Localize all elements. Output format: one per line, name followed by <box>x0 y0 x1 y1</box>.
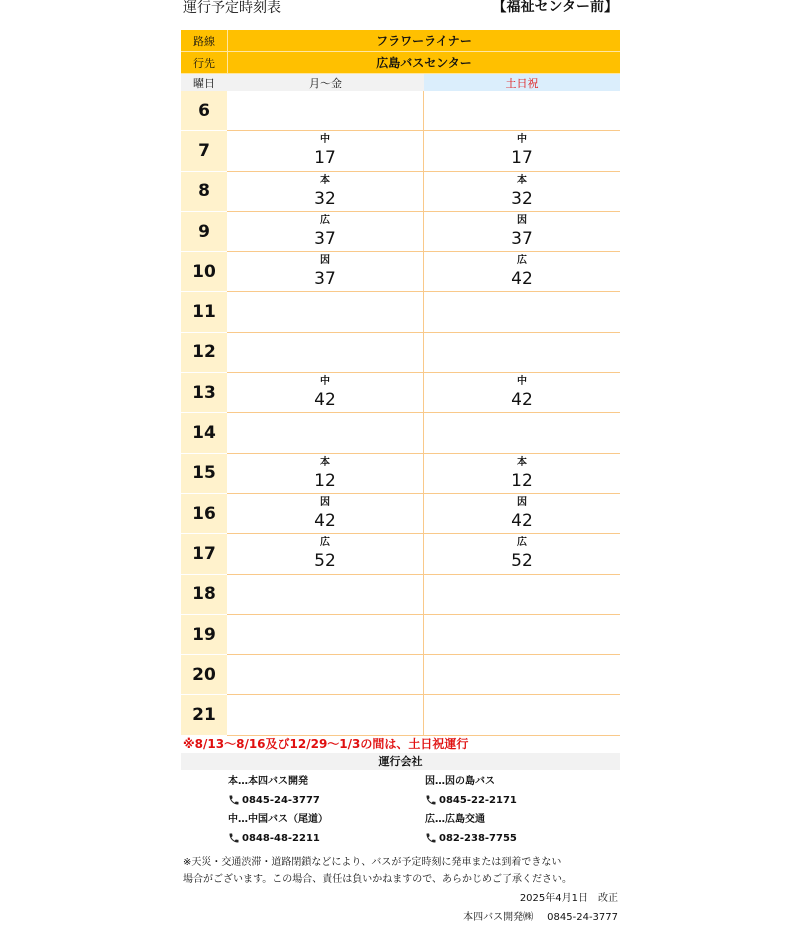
weekday-cell <box>227 373 424 413</box>
operator-name: 広…広島交通 <box>425 813 485 825</box>
departure-entry <box>424 497 620 531</box>
weekend-header: 土日祝 <box>424 74 620 91</box>
operators-title: 運行会社 <box>181 753 620 770</box>
day-header-row <box>181 74 620 91</box>
departure-entry <box>227 537 423 571</box>
departure-entry <box>227 134 423 168</box>
disclaimer-line: ※天災・交通渋滞・道路閉鎖などにより、バスが予定時刻に発車または到着できない <box>183 856 562 868</box>
departure-entry <box>227 215 423 249</box>
timetable-row <box>181 655 620 695</box>
departure-minute: 12 <box>314 470 336 491</box>
operator-phone <box>228 791 408 810</box>
operator-phone <box>425 829 605 848</box>
operator-code: 広 <box>320 537 330 549</box>
timetable-row <box>181 454 620 494</box>
timetable-row <box>181 494 620 534</box>
operator-code: 因 <box>320 255 330 267</box>
timetable-row <box>181 413 620 453</box>
hour-label: 17 <box>181 534 227 574</box>
departure-minute: 52 <box>314 551 336 572</box>
timetable-row <box>181 212 620 252</box>
timetable-row <box>181 575 620 615</box>
weekday-cell <box>227 292 424 332</box>
disclaimer-line: 場合がございます。この場合、責任は負いかねますので、あらかじめご了承ください。 <box>183 873 572 885</box>
operator-phone-number: 0845-22-2171 <box>439 794 517 806</box>
departure-minute: 37 <box>314 228 336 249</box>
weekday-cell <box>227 91 424 131</box>
weekday-cell <box>227 212 424 252</box>
weekend-cell <box>424 413 620 453</box>
destination-value: 広島バスセンター <box>227 52 620 74</box>
weekday-cell <box>227 575 424 615</box>
departure-minute: 17 <box>511 148 533 169</box>
hour-label: 16 <box>181 494 227 534</box>
hour-label: 19 <box>181 615 227 655</box>
timetable-row <box>181 172 620 212</box>
hour-label: 11 <box>181 292 227 332</box>
departure-entry <box>227 175 423 209</box>
day-label: 曜日 <box>181 74 227 91</box>
route-value: フラワーライナー <box>227 30 620 52</box>
operator-phone-number: 082-238-7755 <box>439 832 517 844</box>
departure-entry <box>424 175 620 209</box>
hour-label: 7 <box>181 131 227 171</box>
weekday-header: 月～金 <box>227 74 424 91</box>
departure-entry <box>424 457 620 491</box>
weekend-cell <box>424 454 620 494</box>
operator-code: 中 <box>517 134 527 146</box>
hour-label: 13 <box>181 373 227 413</box>
weekday-cell <box>227 172 424 212</box>
weekend-cell <box>424 252 620 292</box>
operator-code: 本 <box>517 456 527 468</box>
weekday-cell <box>227 534 424 574</box>
weekend-cell <box>424 615 620 655</box>
hour-label: 10 <box>181 252 227 292</box>
departure-minute: 32 <box>314 188 336 209</box>
operator-code: 広 <box>517 537 527 549</box>
weekend-cell <box>424 534 620 574</box>
holiday-notice: ※8/13～8/16及び12/29～1/3の間は、土日祝運行 <box>183 736 469 751</box>
weekend-cell <box>424 494 620 534</box>
operator-code: 因 <box>517 496 527 508</box>
weekend-cell <box>424 373 620 413</box>
operator-code: 本 <box>320 174 330 186</box>
timetable-row <box>181 373 620 413</box>
weekend-cell <box>424 91 620 131</box>
hour-label: 12 <box>181 333 227 373</box>
operator-phone-number: 0848-48-2211 <box>242 832 320 844</box>
operators-column-right <box>425 772 605 848</box>
timetable-body <box>181 91 620 736</box>
weekend-cell <box>424 172 620 212</box>
departure-minute: 42 <box>314 510 336 531</box>
timetable-page <box>181 0 620 927</box>
departure-minute: 42 <box>511 390 533 411</box>
weekend-cell <box>424 292 620 332</box>
departure-minute: 32 <box>511 188 533 209</box>
departure-minute: 37 <box>511 228 533 249</box>
operator-phone <box>228 829 408 848</box>
weekday-cell <box>227 655 424 695</box>
footer <box>181 908 620 927</box>
weekday-cell <box>227 615 424 655</box>
timetable-row <box>181 91 620 131</box>
hour-label: 15 <box>181 454 227 494</box>
operator-code: 本 <box>320 456 330 468</box>
weekend-cell <box>424 575 620 615</box>
departure-entry <box>227 255 423 289</box>
operator-code: 広 <box>320 214 330 226</box>
phone-icon <box>228 794 240 806</box>
timetable-row <box>181 131 620 171</box>
departure-entry <box>227 497 423 531</box>
departure-entry <box>424 376 620 410</box>
destination-label: 行先 <box>181 52 227 74</box>
departure-entry <box>424 134 620 168</box>
phone-icon <box>425 794 437 806</box>
weekday-cell <box>227 413 424 453</box>
weekend-cell <box>424 333 620 373</box>
hour-label: 20 <box>181 655 227 695</box>
departure-entry <box>424 537 620 571</box>
page-header <box>181 0 620 30</box>
operator-code: 中 <box>320 134 330 146</box>
timetable-row <box>181 615 620 655</box>
departure-minute: 37 <box>314 269 336 290</box>
operator-name: 因…因の島バス <box>425 775 495 787</box>
departure-minute: 52 <box>511 551 533 572</box>
weekend-cell <box>424 655 620 695</box>
weekend-cell <box>424 212 620 252</box>
hour-label: 6 <box>181 91 227 131</box>
departure-minute: 12 <box>511 470 533 491</box>
timetable-row <box>181 695 620 735</box>
weekday-cell <box>227 131 424 171</box>
timetable-row <box>181 252 620 292</box>
operator-code: 中 <box>517 376 527 388</box>
operator-phone <box>425 791 605 810</box>
departure-minute: 42 <box>314 390 336 411</box>
weekday-cell <box>227 252 424 292</box>
operator-code: 中 <box>320 376 330 388</box>
timetable-row <box>181 292 620 332</box>
operator-code: 広 <box>517 255 527 267</box>
weekend-cell <box>424 131 620 171</box>
operator-name: 本…本四バス開発 <box>228 775 308 787</box>
departure-entry <box>227 457 423 491</box>
disclaimer <box>181 854 620 888</box>
page-title: 運行予定時刻表 <box>183 0 281 16</box>
departure-entry <box>424 255 620 289</box>
hour-label: 14 <box>181 413 227 453</box>
departure-minute: 17 <box>314 148 336 169</box>
footer-phone: 0845-24-3777 <box>547 911 618 923</box>
weekend-cell <box>424 695 620 735</box>
operator-code: 本 <box>517 174 527 186</box>
revision-date: 2025年4月1日 改正 <box>519 892 618 904</box>
timetable-row <box>181 333 620 373</box>
phone-icon <box>228 832 240 844</box>
hour-label: 18 <box>181 575 227 615</box>
operators-list <box>181 772 620 852</box>
hour-label: 9 <box>181 212 227 252</box>
departure-entry <box>424 215 620 249</box>
operators-column-left <box>228 772 408 848</box>
operator-phone-number: 0845-24-3777 <box>242 794 320 806</box>
route-label: 路線 <box>181 30 227 52</box>
departure-entry <box>227 376 423 410</box>
timetable-row <box>181 534 620 574</box>
operator-code: 因 <box>320 496 330 508</box>
phone-icon <box>425 832 437 844</box>
weekday-cell <box>227 695 424 735</box>
destination-row <box>181 52 620 74</box>
route-row <box>181 30 620 52</box>
hour-label: 8 <box>181 172 227 212</box>
operator-name: 中…中国バス（尾道） <box>228 813 328 825</box>
departure-minute: 42 <box>511 269 533 290</box>
operator-code: 因 <box>517 214 527 226</box>
weekday-cell <box>227 494 424 534</box>
weekday-cell <box>227 333 424 373</box>
stop-name: 【福祉センター前】 <box>492 0 618 15</box>
footer-company: 本四バス開発㈱ <box>463 911 534 923</box>
hour-label: 21 <box>181 695 227 735</box>
departure-minute: 42 <box>511 510 533 531</box>
weekday-cell <box>227 454 424 494</box>
